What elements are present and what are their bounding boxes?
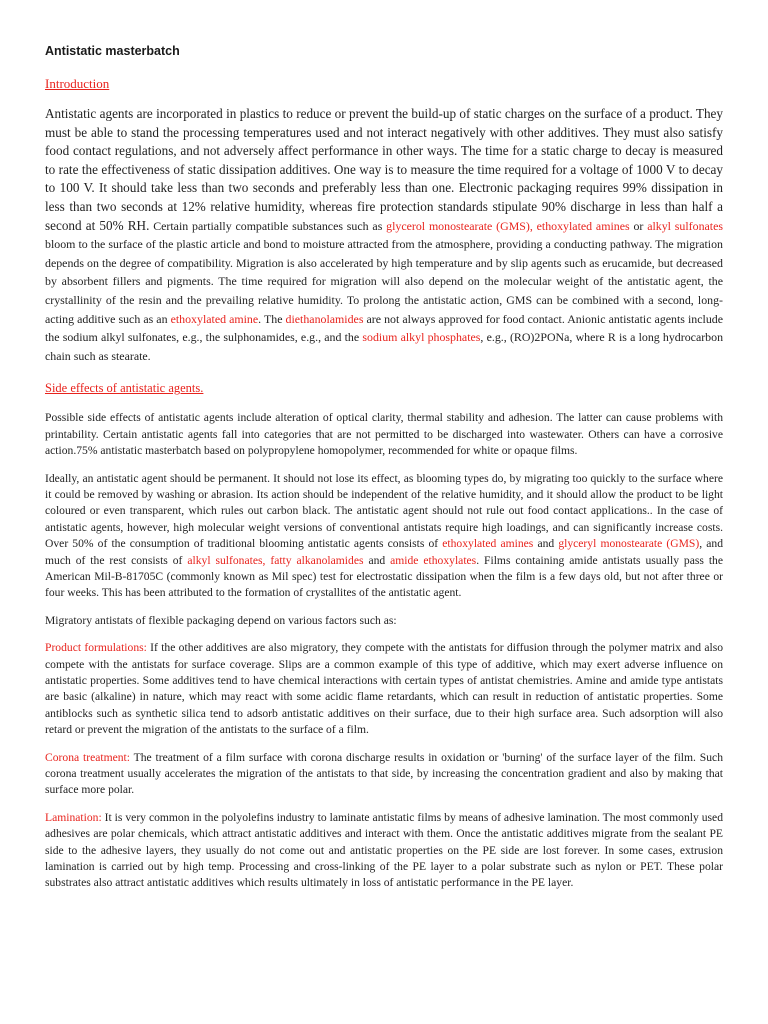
- product-formulations-text: If the other additives are also migratory, they compete with the antistats for diffusion through the polymer matrix and also compete with the antistats for surface coverage. Slips are a common example of this type of additive, which may exert adverse influence on antistatic properties. Some additives tend to have chemical interactions with certain types of antistat chemistries. Amine and amide type antistats are basic (alkaline) in nature, which may react with some acidic flame retardants, which can result in reduction of antistatic properties. Some antiblocks such as synthetic silica tend to adsorb antistatic additives on their surface, due to their high surface area. Such adsorption will also retard or prevent the migration of the antistats to the surface of a film.: [45, 641, 724, 737]
- migratory-antistats-intro: Migratory antistats of flexible packaging depend on various factors such as:: [45, 613, 397, 627]
- section-heading-introduction: Introduction: [45, 76, 110, 91]
- intro-text-a: Antistatic agents are incorporated in plastics to reduce or prevent the build-up of static charges on the surface of a product. They must be able to stand the processing temperatures used and not interact negatively with other additives. They must also satisfy food contact regulations, and not adversely affect performance in other ways. The time for a static charge to decay is measured to rate the effectiveness of static dissipation additives. One way is to measure the time required for a voltage of 1000 V to decay to 100 V. It should take less than two seconds and preferably less than one. Electronic packaging requires 99% dissipation in less than two seconds at 12% relative humidity, whereas fire protection standards stipulate 90% discharge in less than half a second at 50% RH.: [45, 106, 723, 233]
- intro-text-c: or: [629, 218, 648, 233]
- intro-text-b: Certain partially compatible substances such as: [149, 218, 387, 233]
- term-alkyl-sulfonates: alkyl sulfonates: [647, 218, 723, 233]
- intro-text-e: . The: [258, 311, 286, 326]
- term-diethanolamides: diethanolamides: [285, 311, 364, 326]
- permanent-antistat-paragraph: [45, 471, 723, 602]
- lamination-paragraph: [45, 810, 723, 892]
- side-effects-paragraph: Possible side effects of antistatic agents include alteration of optical clarity, thermal stability and adhesion. The latter can cause problems with printability. Certain antistatic agents fall into categories that are not permitted to be discharged into wastewater. Others can have a corrosive action.75% antistatic masterbatch based on polypropylene homopolymer, recommended for white or opaque films.: [45, 411, 723, 458]
- term-ethoxylated-amine: ethoxylated amine: [170, 311, 259, 326]
- document-page: [45, 44, 723, 903]
- section-heading-side-effects: Side effects of antistatic agents.: [45, 381, 204, 396]
- permanent-text-c: , and much of the rest consists of: [45, 537, 723, 567]
- intro-paragraph: [45, 105, 723, 365]
- corona-treatment-label: Corona treatment:: [45, 750, 130, 764]
- product-formulations-paragraph: [45, 640, 723, 738]
- term-ethoxylated-amines: ethoxylated amines: [442, 537, 534, 551]
- term-alkyl-sulfonates-fatty-alkanolamides: alkyl sulfonates, fatty alkanolamides: [187, 553, 364, 567]
- product-formulations-label: Product formulations:: [45, 641, 147, 655]
- corona-treatment-text: The treatment of a film surface with corona discharge results in oxidation or 'burning' of the surface layer of the film. Such corona treatment usually accelerates the migration of the antistats to that side, by increasing the concentration gradient and also by making that surface more polar.: [45, 750, 723, 797]
- corona-treatment-paragraph: [45, 750, 723, 799]
- lamination-label: Lamination:: [45, 810, 102, 824]
- intro-text-g: , e.g., (RO)2PONa, where R is a long hydrocarbon chain such as stearate.: [45, 330, 724, 363]
- intro-text-d: bloom to the surface of the plastic article and bond to moisture attracted from the atmosphere, providing a conducting pathway. The migration depends on the degree of compatibility. Migration is also accelerated by high temperature and by slip agents such as erucamide, but decreased by absorbent fillers and pigments. The time required for migration will also depend on the molecular weight of the antistatic agent, the crystallinity of the resin and the prevailing relative humidity. To prolong the antistatic action, GMS can be combined with a second, long-acting additive such as an: [45, 237, 723, 326]
- term-amide-ethoxylates: amide ethoxylates: [390, 553, 477, 567]
- permanent-text-e: . Films containing amide antistats usually pass the American Mil-B-81705C (commonly known as Mil spec) test for electrostatic dissipation when the film is a few days old, but not after three or four weeks. This has been attributed to the formation of crystallites of the antistatic agent.: [45, 553, 724, 600]
- intro-text-f: are not always approved for food contact. Anionic antistatic agents include the sodium alkyl sulfonates, e.g., the sulphonamides, e.g., and the: [45, 311, 723, 345]
- permanent-text-d: and: [363, 553, 391, 567]
- lamination-text: It is very common in the polyolefins industry to laminate antistatic films by means of adhesive lamination. The most commonly used adhesives are polar chemicals, which attract antistatic additives and interact with them. Once the antistatic additives migrate from the sealant PE side to the adhesive layers, they usually do not come out and antistatic properties on the PE side are lost forever. In some cases, extrusion lamination is carried out by high temp. Processing and cross-linking of the PE layer to a polar substrate such as nylon or PET. These polar substrates also attract antistatic additives which results ultimately in loss of antistatic performance in the PE layer.: [45, 810, 723, 890]
- term-sodium-alkyl-phosphates: sodium alkyl phosphates: [362, 330, 481, 345]
- document-title: Antistatic masterbatch: [45, 44, 180, 58]
- permanent-text-b: and: [533, 537, 559, 551]
- permanent-text-a: Ideally, an antistatic agent should be permanent. It should not lose its effect, as blooming types do, by migrating too quickly to the surface where it could be removed by washing or abrasion. Its action should be independent of the relative humidity, and it should allow the product to be light coloured or even transparent, which rules out carbon black. The antistatic agent should not rule out food contact applications.. In the case of antistatic agents, however, high molecular weight versions of conventional antistats require high loadings, and can significantly increase costs. Over 50% of the consumption of traditional blooming antistatic agents consists of: [45, 471, 723, 551]
- term-glyceryl-monostearate: glyceryl monostearate (GMS): [558, 537, 700, 551]
- term-glycerol-monostearate: glycerol monostearate (GMS), ethoxylated amines: [386, 218, 630, 233]
